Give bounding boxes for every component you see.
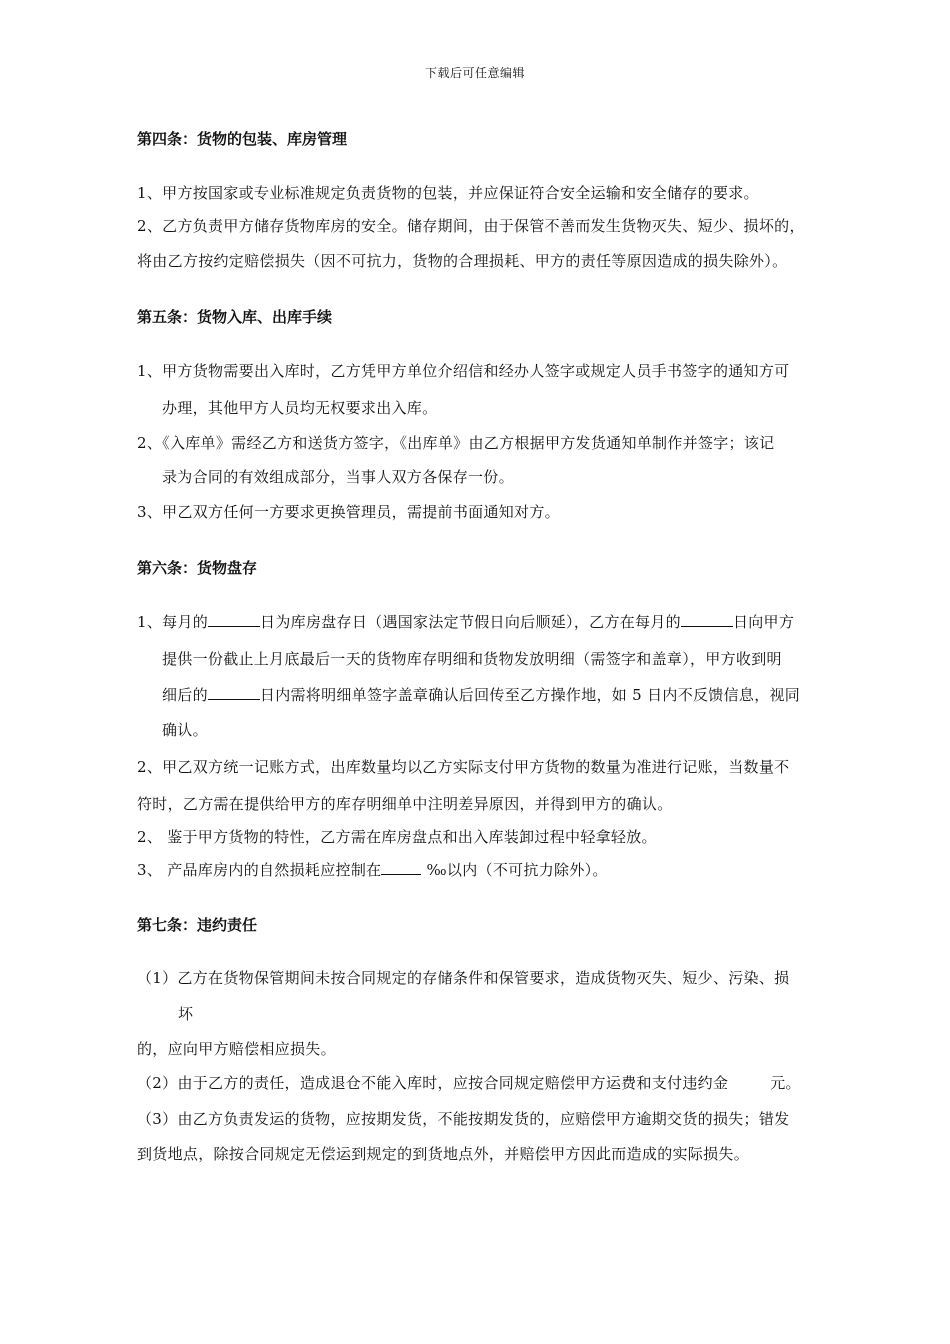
section-7-clause-3-line-2: 到货地点，除按合同规定无偿运到规定的到货地点外，并赔偿甲方因此而造成的实际损失。 [137,1145,750,1163]
clause-text: 日内需将明细单签字盖章确认后回传至乙方操作地，如 5 日内不反馈信息，视同 [259,686,801,704]
clause-text: 3、 产品库房内的自然损耗应控制在 [137,861,382,879]
section-4-clause-2-line-1: 2、乙方负责甲方储存货物库房的安全。储存期间，由于保管不善而发生货物灭失、短少、损坏的， [137,217,805,235]
section-6-clause-3: 2、 鉴于甲方货物的特性，乙方需在库房盘点和出入库装卸过程中轻拿轻放。 [137,828,657,846]
clause-text: ‰以内（不可抗力除外）。 [421,861,608,879]
section-5-clause-1-line-1: 1、甲方货物需要出入库时，乙方凭甲方单位介绍信和经办人签字或规定人员手书签字的通知方可 [137,362,790,380]
section-6-title: 第六条：货物盘存 [137,559,258,577]
blank-field [208,685,260,700]
section-6-clause-2-line-1: 2、甲乙双方统一记账方式，出库数量均以乙方实际支付甲方货物的数量为准进行记账，当数量不 [137,758,790,776]
section-7-clause-1-line-2: 坏 [178,1005,194,1023]
section-5-clause-1-line-2: 办理，其他甲方人员均无权要求出入库。 [162,399,438,417]
page-header-note: 下载后可任意编辑 [424,66,525,80]
blank-field [381,860,421,875]
clause-text: 1、每月的 [137,613,209,631]
section-4-clause-1: 1、甲方按国家或专业标准规定负责货物的包装，并应保证符合安全运输和安全储存的要求。 [137,184,759,202]
section-5-clause-2-line-1: 2、《入库单》需经乙方和送货方签字，《出库单》由乙方根据甲方发货通知单制作并签字；该记 [137,434,775,452]
section-5-clause-3: 3、甲乙双方任何一方要求更换管理员，需提前书面通知对方。 [137,503,560,521]
clause-text: 元。 [770,1074,801,1092]
section-7-title: 第七条：违约责任 [137,916,258,934]
clause-text: （2）由于乙方的责任，造成退仓不能入库时，应按合同规定赔偿甲方运费和支付违约金 [137,1074,729,1092]
clause-text: 细后的 [162,686,208,704]
section-5-title: 第五条：货物入库、出库手续 [137,308,333,326]
section-4-clause-2-line-2: 将由乙方按约定赔偿损失（因不可抗力，货物的合理损耗、甲方的责任等原因造成的损失除外）。 [137,252,788,270]
section-5-clause-2-line-2: 录为合同的有效组成部分，当事人双方各保存一份。 [162,468,514,486]
blank-field [681,612,733,627]
blank-field [208,612,260,627]
clause-text: 日为库房盘存日（遇国家法定节假日向后顺延），乙方在每月的 [260,613,681,631]
section-6-clause-2-line-2: 符时，乙方需在提供给甲方的库存明细单中注明差异原因，并得到甲方的确认。 [137,795,673,813]
section-7-clause-1-line-1: （1）乙方在货物保管期间未按合同规定的存储条件和保管要求，造成货物灭失、短少、污染、损 [137,969,790,987]
section-6-clause-4 [137,859,608,880]
section-7-clause-2 [137,1072,801,1093]
section-6-clause-1-line-2: 提供一份截止上月底最后一天的货物库存明细和货物发放明细（需签字和盖章），甲方收到明 [162,650,782,668]
section-6-clause-1-line-1 [137,611,794,632]
section-7-clause-1-line-3: 的，应向甲方赔偿相应损失。 [137,1040,336,1058]
section-6-clause-1-line-4: 确认。 [162,721,208,739]
section-4-title: 第四条：货物的包装、库房管理 [137,130,348,148]
section-7-clause-3-line-1: （3）由乙方负责发运的货物，应按期发货，不能按期发货的，应赔偿甲方逾期交货的损失；错发 [137,1110,790,1128]
clause-text: 日向甲方 [732,613,795,631]
section-6-clause-1-line-3 [162,684,800,705]
